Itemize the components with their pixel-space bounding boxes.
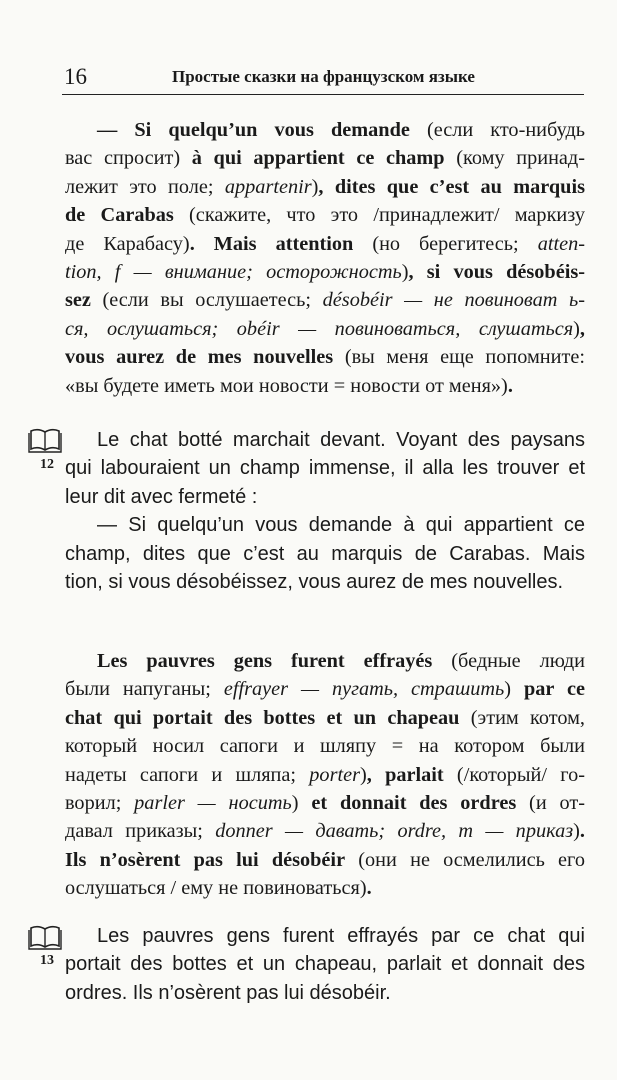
text-line: ворил; parler — носить) et donnait des ordres (и от- bbox=[65, 791, 585, 814]
french-paragraph-12 bbox=[65, 426, 585, 596]
running-title: Простые сказки на французском языке bbox=[172, 67, 475, 86]
text-line: de Carabas (скажите, что это /принадлежит/ маркизу bbox=[65, 204, 585, 227]
text-line: лежит это поле; appartenir), dites que c’est au marquis bbox=[65, 175, 585, 198]
text-line: Les pauvres gens furent effrayés par ce chat qui bbox=[97, 925, 585, 947]
text-line: надеты сапоги и шляпа; porter), parlait (/который/ го- bbox=[65, 763, 585, 786]
text-line: Le chat botté marchait devant. Voyant des paysans bbox=[97, 429, 585, 451]
text-line: ordres. Ils n’osèrent pas lui désobéir. bbox=[65, 981, 391, 1004]
text-line: portait des bottes et un chapeau, parlait et donnait des bbox=[65, 953, 585, 976]
text-line: champ, dites que c’est au marquis de Carabas. Mais bbox=[65, 542, 585, 565]
text-line: Les pauvres gens furent effrayés (бедные люди bbox=[97, 650, 585, 672]
text-line: ослушаться / ему не повиноваться). bbox=[65, 877, 372, 900]
text-line: вас спросит) à qui appartient ce champ (кому принад- bbox=[65, 147, 585, 170]
french-paragraph-13 bbox=[65, 922, 585, 1007]
annotated-paragraph-1 bbox=[65, 116, 585, 400]
paragraph-number: 12 bbox=[40, 457, 54, 472]
text-line: ся, ослушаться; obéir — повиноваться, слушаться), bbox=[65, 317, 585, 340]
text-line: который носил сапоги и шляпу = на котором были bbox=[65, 735, 585, 758]
text-line: vous aurez de mes nouvelles (вы меня еще попомните: bbox=[65, 346, 585, 369]
text-line: — Si quelqu’un vous demande (если кто-нибудь bbox=[97, 119, 585, 141]
text-line: leur dit avec fermeté : bbox=[65, 485, 258, 508]
text-line: qui labouraient un champ immense, il alla les trouver et bbox=[65, 457, 585, 480]
text-line: tion, si vous désobéissez, vous aurez de mes nouvelles. bbox=[65, 570, 564, 593]
open-book-icon bbox=[28, 427, 62, 453]
text-line: давал приказы; donner — давать; ordre, m — приказ). bbox=[65, 820, 585, 843]
running-header bbox=[62, 64, 584, 95]
page-number: 16 bbox=[64, 64, 87, 89]
text-line: tion, f — внимание; осторожность), si vous désobéis- bbox=[65, 260, 585, 283]
text-line: де Карабасу). Mais attention (но берегитесь; atten- bbox=[65, 232, 585, 255]
text-line: были напуганы; effrayer — пугать, страшить) par ce bbox=[65, 678, 585, 701]
text-line: Ils n’osèrent pas lui désobéir (они не осмелились его bbox=[65, 848, 585, 871]
text-line: chat qui portait des bottes et un chapeau (этим котом, bbox=[65, 706, 585, 729]
text-line: — Si quelqu’un vous demande à qui appartient ce bbox=[97, 514, 585, 537]
annotated-paragraph-2 bbox=[65, 647, 585, 903]
text-line: sez (если вы ослушаетесь; désobéir — не повиноват ь- bbox=[65, 289, 585, 312]
paragraph-number: 13 bbox=[40, 953, 54, 968]
text-line: «вы будете иметь мои новости = новости от меня»). bbox=[65, 374, 513, 397]
open-book-icon bbox=[28, 924, 62, 950]
